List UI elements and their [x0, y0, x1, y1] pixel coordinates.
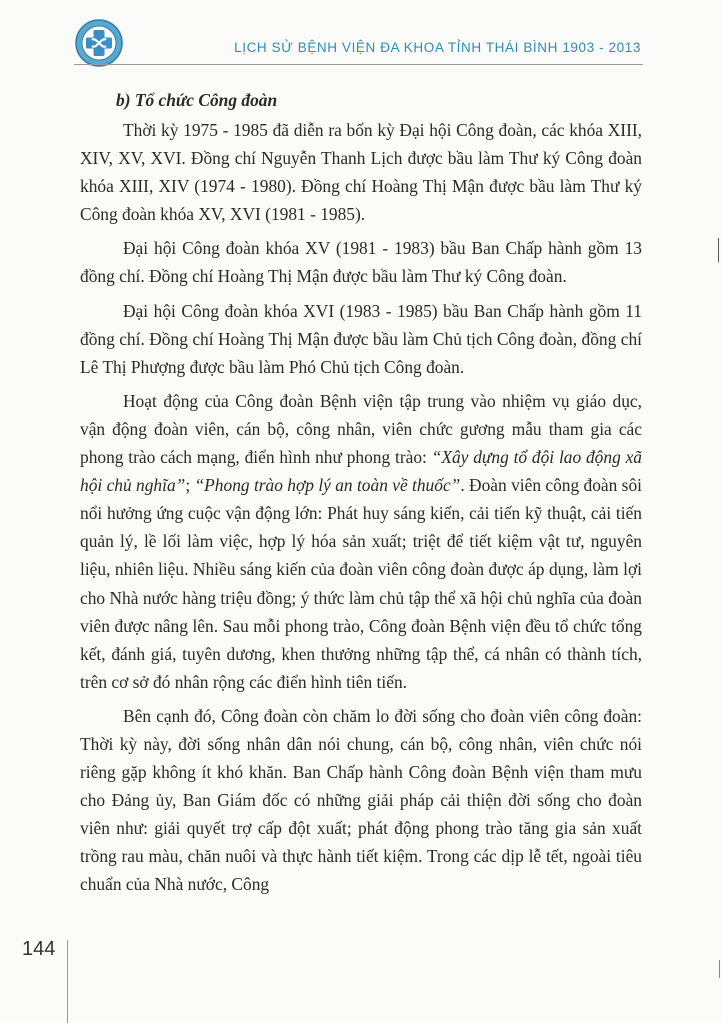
- page-number: 144: [22, 938, 56, 960]
- paragraph-4-separator: ;: [185, 475, 195, 496]
- paragraph-4-text-b: . Đoàn viên công đoàn sôi nổi hưởng ứng cuộc vận động lớn: Phát huy sáng kiến, cải tiến kỹ thuật, cải tiến quản lý, lề lối làm việc, hợp lý hóa sản xuất; triệt để tiết kiệm vật tư, nguyên liệu, nhiên liệu. Nhiều sáng kiến của đoàn viên công đoàn được áp dụng, làm lợi cho Nhà nước hàng triệu đồng; ý thức làm chủ tập thể xã hội chủ nghĩa của đoàn viên được nâng lên. Sau mỗi phong trào, Công đoàn Bệnh viện đều tổ chức tổng kết, đánh giá, tuyên dương, khen thưởng những tập thể, cá nhân có thành tích, trên cơ sở đó nhân rộng các điển hình tiên tiến.: [80, 475, 642, 692]
- paragraph-4-text-a: Hoạt động của Công đoàn Bệnh viện tập trung vào nhiệm vụ giáo dục, vận động đoàn viên, cán bộ, công nhân, viên chức gương mẫu tham gia các phong trào cách mạng, điển hình như phong trào:: [80, 390, 642, 468]
- paragraph-1: Thời kỳ 1975 - 1985 đã diễn ra bốn kỳ Đại hội Công đoàn, các khóa XIII, XIV, XV, XVI. Đồng chí Nguyễn Thanh Lịch được bầu làm Thư ký Công đoàn khóa XIII, XIV (1974 - 1980). Đồng chí Hoàng Thị Mận được bầu làm Thư ký Công đoàn khóa XV, XVI (1981 - 1985).: [80, 120, 642, 225]
- running-title: LỊCH SỬ BỆNH VIỆN ĐA KHOA TỈNH THÁI BÌNH 1903 - 2013: [234, 40, 641, 55]
- paragraph-2: Đại hội Công đoàn khóa XV (1981 - 1983) bầu Ban Chấp hành gồm 13 đồng chí. Đồng chí Hoàng Thị Mận được bầu làm Thư ký Công đoàn.: [80, 238, 642, 287]
- footer-divider: [67, 940, 68, 1023]
- header-divider: [74, 64, 643, 65]
- paragraph-4: [80, 387, 642, 696]
- paragraph-5: Bên cạnh đó, Công đoàn còn chăm lo đời sống cho đoàn viên công đoàn: Thời kỳ này, đời sống nhân dân nói chung, cán bộ, công nhân, viên chức nói riêng gặp không ít khó khăn. Ban Chấp hành Công đoàn Bệnh viện tham mưu cho Đảng ủy, Ban Giám đốc có những giải pháp cải thiện đời sống cho đoàn viên như: giải quyết trợ cấp đột xuất; phát động phong trào tăng gia sản xuất trồng rau màu, chăn nuôi và thực hành tiết kiệm. Trong các dịp lễ tết, ngoài tiêu chuẩn của Nhà nước, Công: [80, 705, 642, 895]
- scan-edge-mark: [719, 960, 720, 978]
- paragraph-3: Đại hội Công đoàn khóa XVI (1983 - 1985) bầu Ban Chấp hành gồm 11 đồng chí. Đồng chí Hoàng Thị Mận được bầu làm Chủ tịch Công đoàn, đồng chí Lê Thị Phượng được bầu làm Phó Chủ tịch Công đoàn.: [80, 300, 642, 377]
- section-heading: b) Tổ chức Công đoàn: [116, 90, 278, 110]
- scan-edge-mark: [718, 238, 719, 262]
- hospital-emblem-icon: [74, 18, 124, 68]
- paragraph-4-quote-1: “Xây dựng tổ đội lao động xã hội chủ nghĩa”: [80, 447, 642, 496]
- page-body: [80, 86, 642, 899]
- paragraph-4-quote-2: “Phong trào hợp lý an toàn về thuốc”: [194, 475, 461, 496]
